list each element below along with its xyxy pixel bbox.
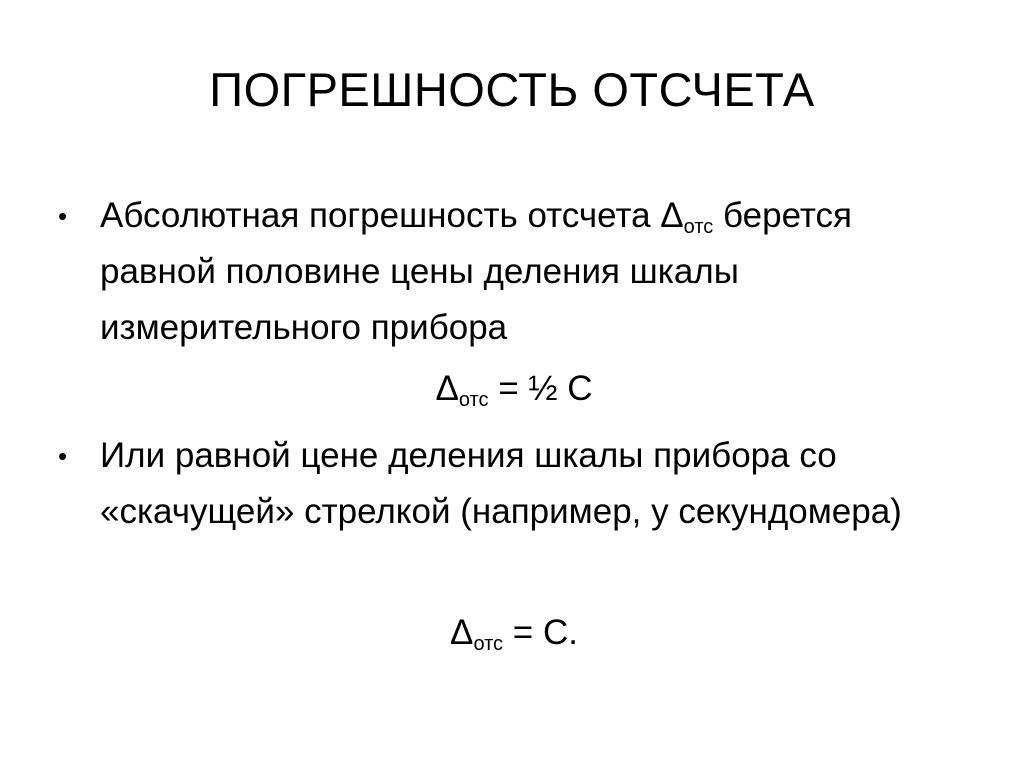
formula-subscript: отс [473,633,504,655]
bullet-text: Или равной цене деления шкалы прибора со «скачущей» стрелкой (например, у секундомера) [100,436,902,531]
bullet-item-absolute-error [58,188,958,356]
slide-title: ПОГРЕШНОСТЬ ОТСЧЕТА [209,63,815,116]
formula-symbol: Δ [435,369,459,408]
bullet-text-main: Абсолютная погрешность отсчета Δ [100,196,684,235]
bullet-text [100,188,958,356]
subscript: отс [683,216,714,238]
bullet-item-jumping-needle [58,428,958,540]
formula-symbol: Δ [450,613,474,652]
bullet-marker: • [58,201,68,231]
formula-rhs: = С. [503,613,578,652]
formula-half-division [0,361,1024,417]
bullet-marker: • [58,441,68,471]
formula-rhs: = ½ С [488,369,593,408]
bullet-text-rest: берется равной половине цены деления шкалы измерительного прибора [100,196,852,347]
formula-full-division [0,605,1024,661]
formula-subscript: отс [458,389,489,411]
